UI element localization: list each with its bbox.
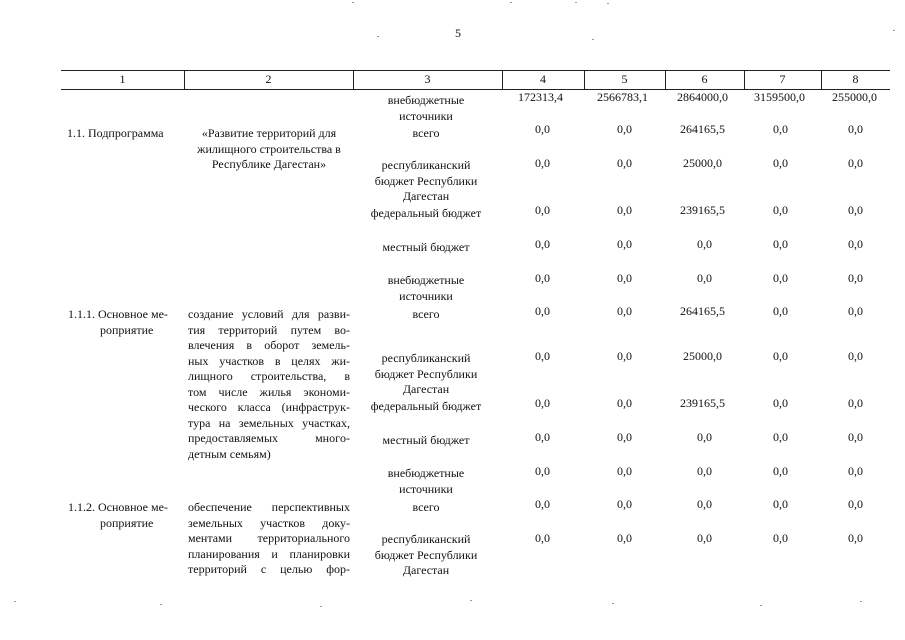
value-col-6: 0,0 [697,531,712,545]
value-col-8: 0,0 [848,237,863,251]
speck [760,605,762,606]
source-label [365,273,487,304]
value-col-8: 0,0 [848,349,863,363]
source-line: республиканский [381,532,471,546]
value-col-8: 0,0 [848,271,863,285]
value-col-4: 0,0 [535,430,550,444]
code-line: роприятие [100,515,154,530]
code-line: роприятие [100,322,154,337]
value-col-4: 0,0 [535,349,550,363]
value-col-4: 0,0 [535,122,550,136]
value-col-4: 0,0 [535,531,550,545]
source-line: республиканский [381,351,471,365]
section-description [188,500,350,578]
value-col-6: 0,0 [697,237,712,251]
value-col-4: 0,0 [535,203,550,217]
value-col-5: 0,0 [617,497,632,511]
source-line: Дагестан [402,563,450,577]
speck [510,2,512,3]
source-line: бюджет Республики [374,173,478,188]
description-line: том числе жилья экономи- [188,384,350,399]
header-col-7: 7 [779,72,786,86]
value-col-8: 0,0 [848,122,863,136]
value-col-5: 0,0 [617,304,632,318]
value-col-8: 0,0 [848,464,863,478]
source-label: федеральный бюджет [370,206,482,220]
value-col-5: 0,0 [617,122,632,136]
source-label: всего [412,126,440,140]
value-col-5: 0,0 [617,349,632,363]
description-line: детным семьям) [188,446,271,461]
source-line: внебюджетные [387,466,465,480]
source-label: федеральный бюджет [370,399,482,413]
header-col-6: 6 [701,72,708,86]
speck [14,601,16,602]
value-col-8: 0,0 [848,304,863,318]
value-col-7: 0,0 [773,203,788,217]
description-line: обеспечение перспективных [188,500,350,514]
page-number: 5 [455,26,461,40]
code-line: 1.1.1. Основное ме- [68,307,168,321]
value-col-5: 0,0 [617,396,632,410]
value-col-6: 264165,5 [680,304,725,318]
value-col-7: 0,0 [773,396,788,410]
description-line: создание условий для разви- [188,307,350,321]
value-col-8: 0,0 [848,396,863,410]
value-col-6: 0,0 [697,497,712,511]
value-col-5: 2566783,1 [597,90,648,104]
source-label [365,532,487,579]
value-col-7: 0,0 [773,430,788,444]
value-col-4: 0,0 [535,271,550,285]
source-line: Дагестан [402,189,450,203]
description-line: территорий с целью фор- [188,562,350,576]
value-col-6: 239165,5 [680,396,725,410]
description-line: жилищного строительства в [197,141,341,156]
source-line: внебюджетные [387,93,465,107]
value-col-5: 0,0 [617,271,632,285]
speck [893,30,895,31]
value-col-6: 239165,5 [680,203,725,217]
source-label: местный бюджет [382,433,470,447]
header-col-8: 8 [852,72,859,86]
speck [320,606,322,607]
header-col-5: 5 [621,72,628,86]
source-label [365,93,487,124]
section-code: 1.1. Подпрограмма [67,126,164,140]
description-line: ментами территориального [188,531,350,545]
source-line: бюджет Республики [374,547,478,562]
value-col-6: 25000,0 [683,156,722,170]
value-col-4: 0,0 [535,237,550,251]
source-label [365,351,487,398]
value-col-7: 0,0 [773,304,788,318]
header-col-3: 3 [424,72,431,86]
value-col-8: 255000,0 [832,90,877,104]
value-col-7: 3159500,0 [754,90,805,104]
speck [860,601,862,602]
speck [470,600,472,601]
speck [160,604,162,605]
section-description [186,126,352,173]
speck [612,603,614,604]
value-col-4: 0,0 [535,304,550,318]
description-line: предоставляемых многo- [188,431,350,445]
description-line: «Развитие территорий для [201,126,337,140]
source-label [365,466,487,497]
value-col-7: 0,0 [773,122,788,136]
description-line: земельных участков доку- [188,515,350,530]
description-line: влечения в оборот земель- [188,338,350,352]
value-col-7: 0,0 [773,237,788,251]
header-top-rule [61,70,890,71]
header-col-2: 2 [265,72,272,86]
value-col-5: 0,0 [617,464,632,478]
source-line: внебюджетные [387,273,465,287]
source-label [365,158,487,205]
value-col-6: 264165,5 [680,122,725,136]
description-line: лищного строительства, в [188,369,350,383]
section-code [68,500,180,531]
speck [592,39,594,40]
description-line: ных участков в целях жи- [188,353,350,368]
source-line: источники [399,288,453,303]
value-col-5: 0,0 [617,203,632,217]
value-col-7: 0,0 [773,464,788,478]
description-line: ческого класса (инфраструк- [188,400,350,414]
header-col-1: 1 [119,72,126,86]
value-col-5: 0,0 [617,237,632,251]
description-line: тура на земельных участках, [188,415,350,430]
value-col-6: 0,0 [697,464,712,478]
value-col-7: 0,0 [773,497,788,511]
value-col-4: 0,0 [535,497,550,511]
source-label: всего [412,500,440,514]
source-line: республиканский [381,158,471,172]
description-line: Республике Дагестан» [211,157,327,171]
source-label: местный бюджет [382,240,470,254]
source-line: источники [399,108,453,123]
value-col-6: 0,0 [697,430,712,444]
value-col-6: 2864000,0 [677,90,728,104]
value-col-4: 0,0 [535,156,550,170]
value-col-5: 0,0 [617,531,632,545]
value-col-4: 0,0 [535,396,550,410]
value-col-8: 0,0 [848,430,863,444]
description-line: планирования и планировки [188,546,350,561]
speck [377,36,379,37]
speck [607,3,609,4]
value-col-5: 0,0 [617,430,632,444]
value-col-8: 0,0 [848,531,863,545]
source-line: бюджет Республики [374,366,478,381]
value-col-6: 25000,0 [683,349,722,363]
header-col-4: 4 [540,72,546,86]
value-col-5: 0,0 [617,156,632,170]
section-description [188,307,350,462]
value-col-6: 0,0 [697,271,712,285]
value-col-4: 0,0 [535,464,550,478]
value-col-7: 0,0 [773,156,788,170]
section-code [68,307,180,338]
description-line: тия территорий путем во- [188,322,350,337]
code-line: 1.1.2. Основное ме- [68,500,168,514]
value-col-8: 0,0 [848,203,863,217]
value-col-8: 0,0 [848,156,863,170]
value-col-8: 0,0 [848,497,863,511]
source-line: Дагестан [402,382,450,396]
source-line: источники [399,481,453,496]
value-col-4: 172313,4 [518,90,563,104]
value-col-7: 0,0 [773,531,788,545]
speck [352,2,354,3]
speck [575,2,577,3]
value-col-7: 0,0 [773,271,788,285]
source-label: всего [412,307,440,321]
value-col-7: 0,0 [773,349,788,363]
